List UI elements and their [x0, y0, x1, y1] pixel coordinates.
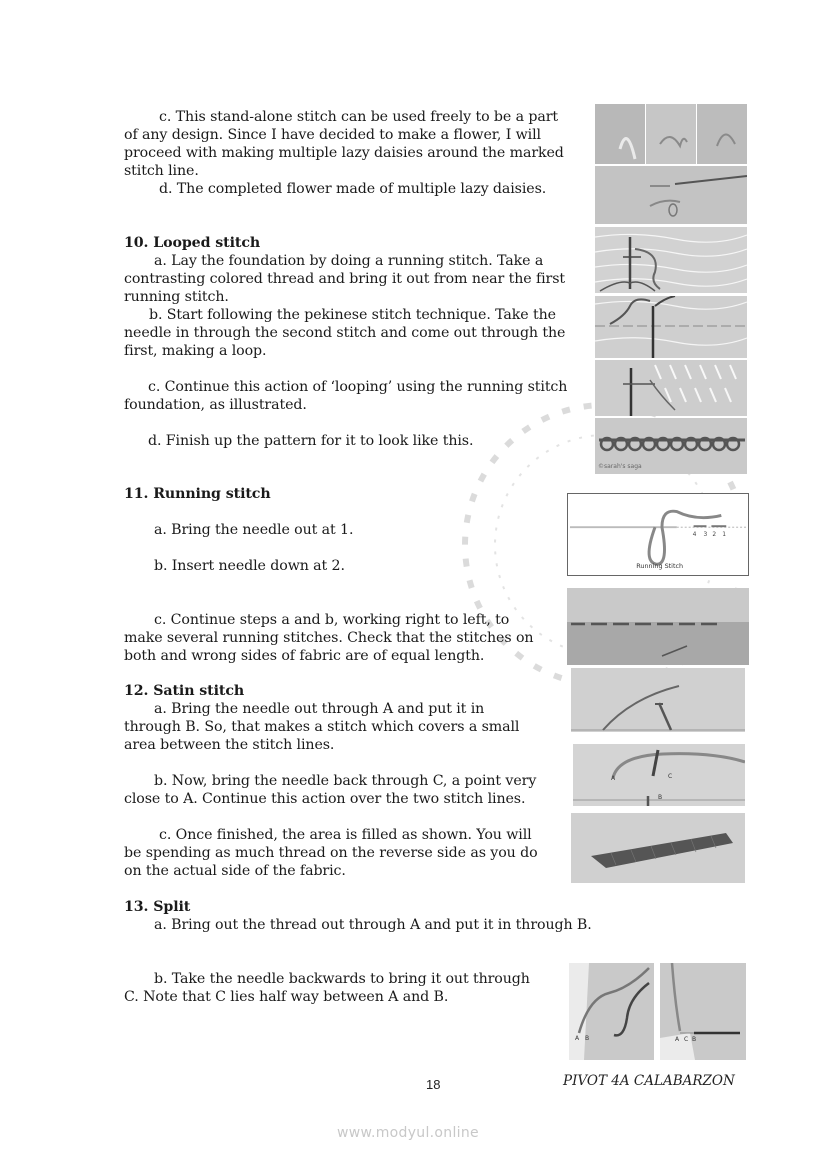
svg-text:3: 3	[703, 531, 708, 538]
lazy-daisy-flower-photo	[595, 166, 747, 224]
svg-text:4: 4	[692, 531, 697, 538]
running-step-a: a. Bring the needle out at 1.	[154, 522, 354, 538]
svg-text:C: C	[668, 773, 673, 780]
satin-step-a-photo	[571, 668, 745, 732]
lazy-daisy-step-c-line4: stitch line.	[124, 163, 199, 179]
split-step-b-line2: C. Note that C lies half way between A and B.	[124, 989, 449, 1005]
svg-text:A: A	[675, 1036, 680, 1043]
looped-step-b-line3: first, making a loop.	[124, 343, 267, 359]
satin-step-a-line1: a. Bring the needle out through A and put it in	[154, 701, 485, 717]
satin-step-c-line1: c. Once finished, the area is filled as shown. You will	[159, 827, 532, 843]
split-step-a-photo	[569, 963, 654, 1060]
split-step-a: a. Bring out the thread out through A and put it in through B.	[154, 917, 592, 933]
looped-step-a-line1: a. Lay the foundation by doing a running stitch. Take a	[154, 253, 544, 269]
running-stitch-fabric-photo	[567, 588, 749, 665]
satin-step-b-line1: b. Now, bring the needle back through C, a point very	[154, 773, 537, 789]
svg-text:2: 2	[712, 531, 717, 538]
svg-text:B: B	[692, 1036, 697, 1043]
split-step-b-photo	[660, 963, 746, 1060]
satin-step-a-line2: through B. So, that makes a stitch which covers a small	[124, 719, 520, 735]
lazy-daisy-step-c-line2: of any design. Since I have decided to make a flower, I will	[124, 127, 541, 143]
satin-step-a-line3: area between the stitch lines.	[124, 737, 335, 753]
lazy-daisy-step-d: d. The completed flower made of multiple lazy daisies.	[159, 181, 547, 197]
satin-step-b-photo	[573, 744, 745, 806]
looped-step-a-photo	[595, 227, 747, 293]
looped-step-c-line2: foundation, as illustrated.	[124, 397, 307, 413]
looped-finished-photo	[595, 418, 747, 474]
svg-text:C: C	[684, 1036, 689, 1043]
looped-step-b-line2: needle in through the second stitch and come out through the	[124, 325, 566, 341]
svg-text:A: A	[611, 775, 616, 782]
site-watermark: www.modyul.online	[337, 1125, 479, 1141]
satin-finished-photo	[571, 813, 745, 883]
satin-step-c-line3: on the actual side of the fabric.	[124, 863, 346, 879]
svg-text:B: B	[658, 794, 663, 801]
looped-step-d: d. Finish up the pattern for it to look like this.	[148, 433, 474, 449]
satin-stitch-heading: 12. Satin stitch	[124, 683, 245, 699]
satin-step-b-line2: close to A. Continue this action over the two stitch lines.	[124, 791, 526, 807]
page-number: 18	[426, 1077, 441, 1092]
running-step-c-line1: c. Continue steps a and b, working right to left, to	[154, 612, 510, 628]
footer-brand: PIVOT 4A CALABARZON	[563, 1073, 735, 1089]
looped-stitch-heading: 10. Looped stitch	[124, 235, 261, 251]
looped-step-c-photo	[595, 360, 747, 416]
looped-step-b-photo	[595, 296, 747, 358]
looped-step-a-line3: running stitch.	[124, 289, 229, 305]
looped-step-a-line2: contrasting colored thread and bring it out from near the first	[124, 271, 565, 287]
diagram-caption: Running Stitch	[636, 562, 684, 571]
figure-credit: ©sarah's saga	[598, 463, 642, 470]
svg-text:A: A	[575, 1035, 580, 1042]
running-stitch-diagram	[567, 493, 749, 576]
looped-step-c-line1: c. Continue this action of ‘looping’ using the running stitch	[148, 379, 568, 395]
lazy-daisy-step-c-line1: c. This stand-alone stitch can be used freely to be a part	[159, 109, 559, 125]
running-step-c-line3: both and wrong sides of fabric are of equal length.	[124, 648, 485, 664]
split-step-b-line1: b. Take the needle backwards to bring it out through	[154, 971, 530, 987]
looped-step-b-line1: b. Start following the pekinese stitch technique. Take the	[149, 307, 556, 323]
lazy-daisy-step-c-line3: proceed with making multiple lazy daisies around the marked	[124, 145, 564, 161]
lazy-daisy-steps-photo	[595, 104, 747, 164]
svg-text:1: 1	[722, 531, 727, 538]
svg-text:B: B	[585, 1035, 590, 1042]
running-step-c-line2: make several running stitches. Check that the stitches on	[124, 630, 534, 646]
running-stitch-heading: 11. Running stitch	[124, 486, 271, 502]
running-step-b: b. Insert needle down at 2.	[154, 558, 345, 574]
split-stitch-heading: 13. Split	[124, 899, 191, 915]
satin-step-c-line2: be spending as much thread on the reverse side as you do	[124, 845, 538, 861]
